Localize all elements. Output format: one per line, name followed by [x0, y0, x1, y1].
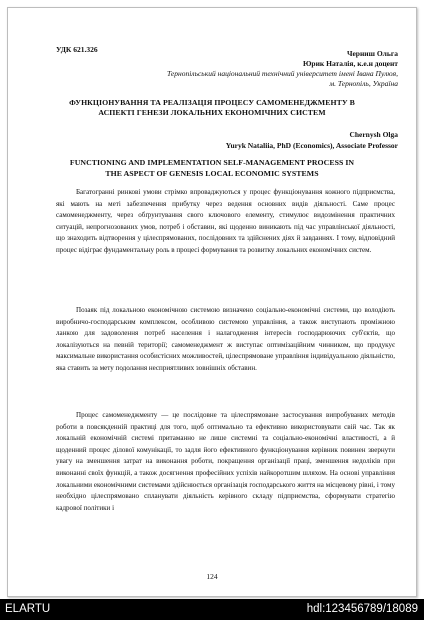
author-uk-1: Черниш Ольга [346, 49, 398, 58]
document-page [7, 7, 417, 597]
author-en-2: Yuryk Nataliia, PhD (Economics), Associate Professor [225, 141, 398, 150]
title-uk-line-1: ФУНКЦІОНУВАННЯ ТА РЕАЛІЗАЦІЯ ПРОЦЕСУ САМОМЕНЕДЖМЕНТУ В [69, 98, 355, 107]
title-en-line-2: THE ASPECT OF GENESIS LOCAL ECONOMIC SYSTEMS [105, 169, 319, 178]
udc-code: УДК 621.326 [56, 45, 98, 54]
paragraph-3: Процес самоменеджменту — це послідовне та цілеспрямоване застосування випробуваних методів роботи в повсякденній практиці для того, щоб оптимально та ефективно використовувати свій час. Так як локальній економічній системі притаманно не лише системні та соціально-економічні властивості, а й щоденний процес ділової комунікації, то задля його ефективного функціонування керівник повинен звернути увагу на зменшення затрат на виконання роботи, покращення організації праці, зменшення недоліків при виконанні своїх функцій, а також досягнення професійних успіхів найкоротшим шляхом. На основі управління локальними економічними системами здійснюється організація господарського життя на місцевому рівні, і тому необхідно цілеспрямовано спланувати діяльність керівного складу підприємства, сформувати стратегію кадрової політики і [56, 411, 395, 512]
title-uk-line-2: АСПЕКТІ ГЕНЕЗИ ЛОКАЛЬНИХ ЕКОНОМІЧНИХ СИСТЕМ [98, 108, 326, 117]
footer-handle-link[interactable]: hdl:123456789/18089 [306, 603, 418, 615]
author-en-1: Chernysh Olga [349, 130, 398, 139]
affiliation-line-2: м. Тернопіль, Україна [329, 79, 398, 88]
title-en-line-1: FUNCTIONING AND IMPLEMENTATION SELF-MANAGEMENT PROCESS IN [69, 158, 355, 167]
viewer-footer-bar [0, 599, 424, 620]
page-number: 124 [206, 572, 218, 581]
footer-left-label: ELARTU [5, 603, 51, 615]
affiliation-line-1: Тернопільський національний технічний університет імені Івана Пулюя, [167, 69, 398, 78]
paragraph-1: Багатогранні ринкові умови стрімко впроваджуються у процес функціонування кожного підприємства, які мають на меті забезпечення прибутку через ведення основних видів діяльності. Саме процес самоменеджменту, через обґрунтування свого ключового елементу, стимулює видозмінення практичних ситуацій, непрогнозованих умов, потреб і обставин, які щоденно виникають під час управлінської діяльності, що знаходить відтворення у цілеспрямованих, послідовних та здійснених діях й завданнях. І тому, відповідний процес відіграє фундаментальну роль в процесі формування та розвитку локальних економічних систем. [56, 188, 395, 254]
paragraph-2: Позаяк під локальною економічною системою визначено соціально-економічні системи, що володіють виробничо-господарським комплексом, особливою системою управління, а також виступають проміжною ланкою для задоволення потреб населення і налагодження інтересів господарюючих суб'єктів, що локалізуються на певній території; самоменеджмент ж виступає оптимізаційним чинником, що продукує максимальне використання особистісних можливостей, цілеспрямоване управління індивідуальною діяльністю, яка ставить за мету подолання несприятливих зовнішніх обставин. [56, 306, 395, 372]
author-uk-2: Юрик Наталія, к.е.н доцент [302, 59, 398, 68]
